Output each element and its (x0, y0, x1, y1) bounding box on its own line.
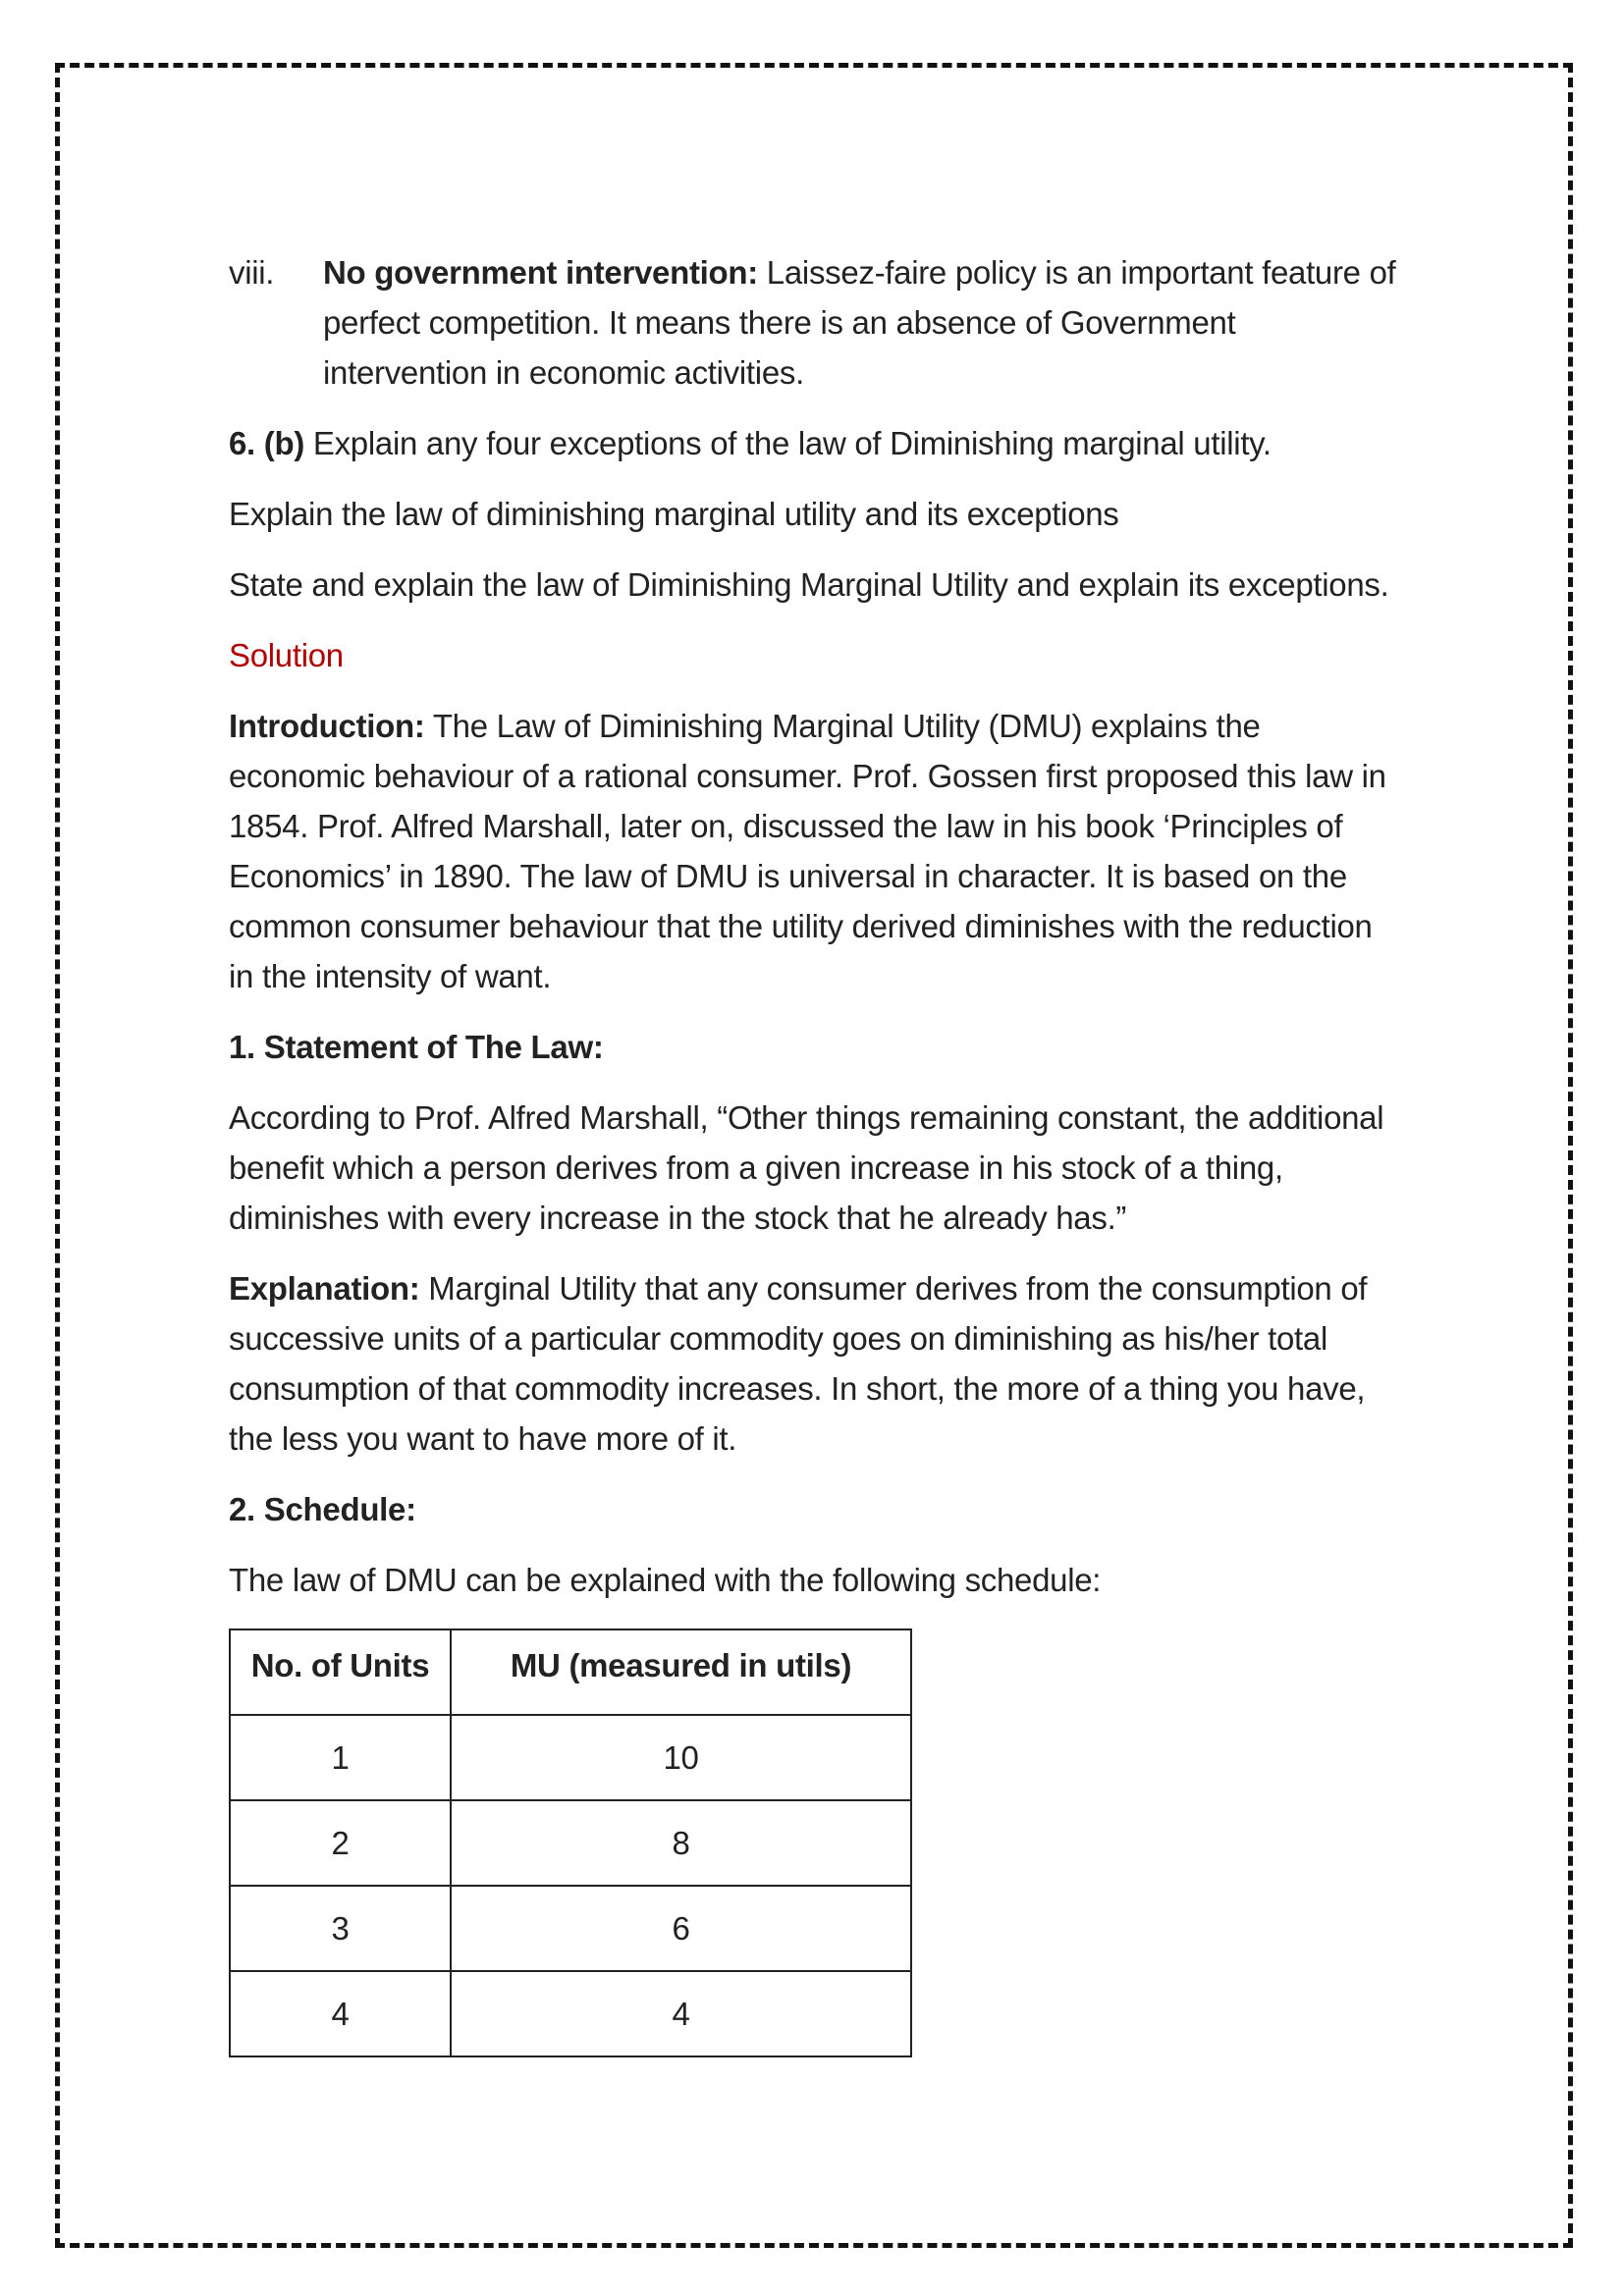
table-cell-units: 2 (230, 1800, 451, 1886)
table-cell-units: 3 (230, 1886, 451, 1971)
question-number: 6. (b) (229, 425, 305, 461)
table-cell-mu: 4 (451, 1971, 911, 2056)
alt-question-1: Explain the law of diminishing marginal utility and its exceptions (229, 496, 1119, 532)
statement-heading: 1. Statement of The Law: (229, 1029, 604, 1065)
table-cell-mu: 10 (451, 1715, 911, 1800)
question-line (229, 418, 1397, 468)
table-row (230, 1886, 911, 1971)
table-header-mu: MU (measured in utils) (451, 1629, 911, 1715)
question-text: Explain any four exceptions of the law of Diminishing marginal utility. (304, 425, 1271, 461)
table-row (230, 1971, 911, 2056)
explanation-paragraph (229, 1263, 1397, 1464)
list-item-heading: No government intervention: (323, 254, 758, 291)
list-numeral: viii. (229, 254, 275, 291)
schedule-intro: The law of DMU can be explained with the following schedule: (229, 1562, 1102, 1598)
explanation-heading: Explanation: (229, 1270, 420, 1307)
table-cell-units: 4 (230, 1971, 451, 2056)
table-row (230, 1715, 911, 1800)
solution-label: Solution (229, 637, 344, 673)
table-row (230, 1800, 911, 1886)
dmu-schedule-table (229, 1629, 912, 2057)
introduction-heading: Introduction: (229, 708, 425, 744)
introduction-text: The Law of Diminishing Marginal Utility (DMU) explains the economic behaviour of a rational consumer. Prof. Gossen first proposed this law in 1854. Prof. Alfred Marshall, later on, discussed the law in his book ‘Principles of Economics’ in 1890. The law of DMU is universal in character. It is based on the common consumer behaviour that the utility derived diminishes with the reduction in the intensity of want. (229, 708, 1386, 994)
table-header-units: No. of Units (230, 1629, 451, 1715)
table-cell-units: 1 (230, 1715, 451, 1800)
list-item-body (323, 247, 1397, 398)
schedule-heading: 2. Schedule: (229, 1491, 416, 1527)
alt-question-2: State and explain the law of Diminishing Marginal Utility and explain its exceptions. (229, 566, 1389, 603)
table-cell-mu: 8 (451, 1800, 911, 1886)
document-body (229, 247, 1397, 2057)
table-header-row (230, 1629, 911, 1715)
list-item-viii (229, 247, 1397, 398)
explanation-text: Marginal Utility that any consumer derives from the consumption of successive units of a particular commodity goes on diminishing as his/her total consumption of that commodity increases. In short, the more of a thing you have, the less you want to have more of it. (229, 1270, 1368, 1457)
statement-text: According to Prof. Alfred Marshall, “Other things remaining constant, the additional benefit which a person derives from a given increase in his stock of a thing, diminishes with every increase in the stock that he already has.” (229, 1099, 1384, 1236)
introduction-paragraph (229, 701, 1397, 1001)
table-cell-mu: 6 (451, 1886, 911, 1971)
list-item-text: Laissez-faire policy is an important feature of perfect competition. It means there is an absence of Government intervention in economic activities. (323, 254, 1396, 391)
